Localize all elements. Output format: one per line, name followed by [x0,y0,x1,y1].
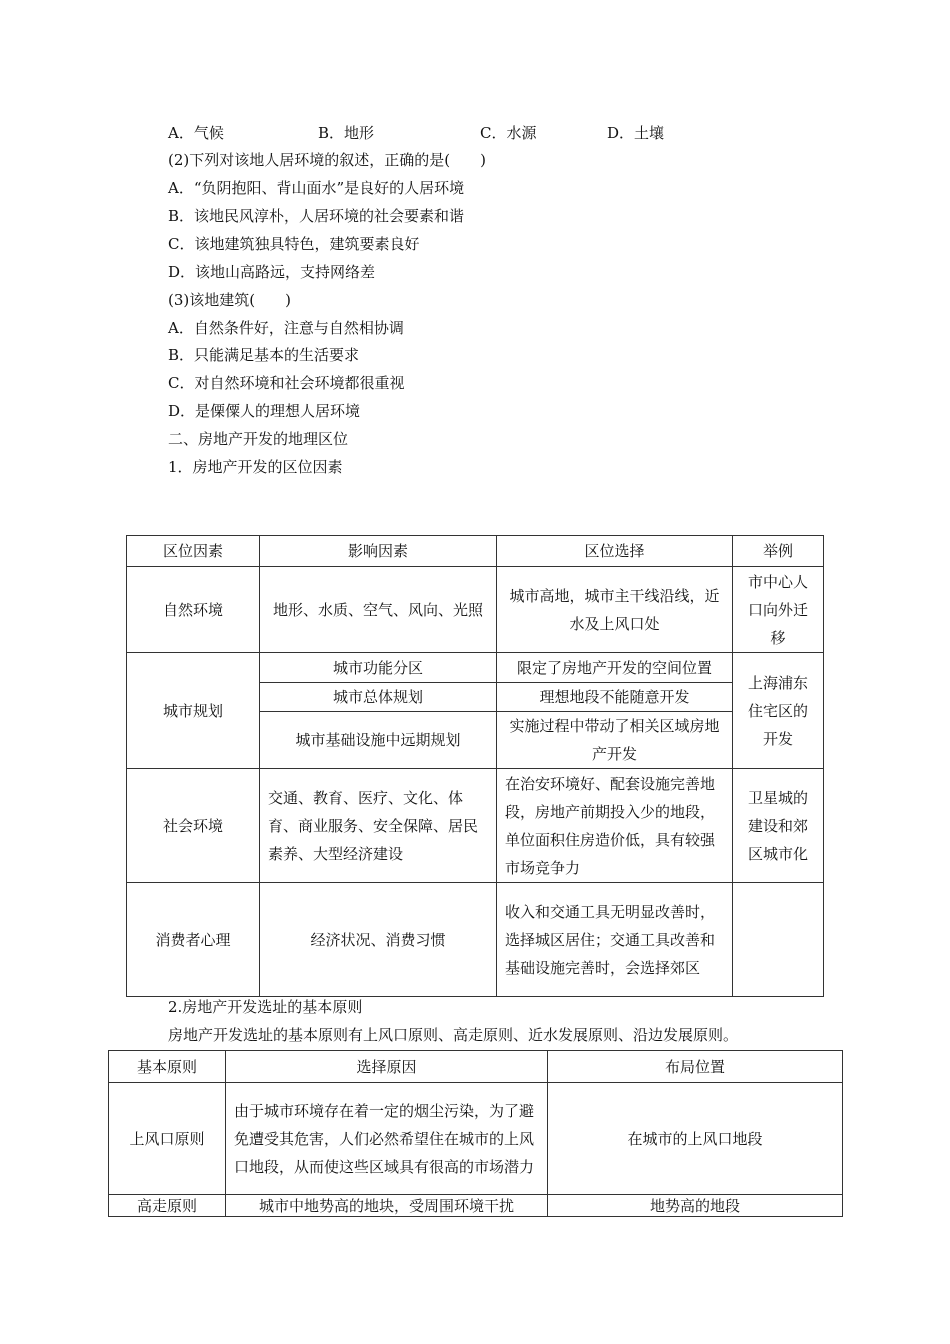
t1-planning-factor: 城市规划 [127,653,260,769]
t2-header-position: 布局位置 [548,1051,843,1083]
t1-consumer-example [733,883,824,997]
t1-social-influence: 交通、教育、医疗、文化、体育、商业服务、安全保障、居民素养、大型经济建设 [260,769,497,883]
t1-planning-example: 上海浦东住宅区的开发 [733,653,824,769]
q3-option-d: D．是傈僳人的理想人居环境 [168,402,361,420]
t1-social-factor: 社会环境 [127,769,260,883]
t1-header-influence: 影响因素 [260,536,497,567]
t2-header-principle: 基本原则 [109,1051,226,1083]
q1-option-a: A．气候 [168,124,224,142]
t1-planning-choice-3: 实施过程中带动了相关区域房地产开发 [497,712,733,769]
q2-option-b: B．该地民风淳朴，人居环境的社会要素和谐 [168,207,465,225]
t1-natural-choice: 城市高地，城市主干线沿线，近水及上风口处 [497,567,733,653]
q3-stem: (3)该地建筑( ) [168,291,291,309]
q1-option-d: D．土壤 [607,124,665,142]
location-factors-table [126,535,824,997]
t1-planning-influence-1: 城市功能分区 [260,653,497,683]
q1-option-c: C．水源 [480,124,537,142]
t1-natural-influence: 地形、水质、空气、风向、光照 [260,567,497,653]
t1-planning-influence-2: 城市总体规划 [260,683,497,712]
t1-consumer-influence: 经济状况、消费习惯 [260,883,497,997]
t1-consumer-factor: 消费者心理 [127,883,260,997]
sub1-heading: 1．房地产开发的区位因素 [168,458,343,476]
q2-stem: (2)下列对该地人居环境的叙述，正确的是( ) [168,151,486,169]
t1-planning-choice-2: 理想地段不能随意开发 [497,683,733,712]
q2-option-c: C．该地建筑独具特色，建筑要素良好 [168,235,420,253]
sub2-text: 房地产开发选址的基本原则有上风口原则、高走原则、近水发展原则、沿边发展原则。 [168,1026,739,1044]
q2-option-d: D．该地山高路远，支持网络差 [168,263,376,281]
section2-heading: 二、房地产开发的地理区位 [168,430,349,448]
q3-option-a: A．自然条件好，注意与自然相协调 [168,319,404,337]
t2-row2-reason: 城市中地势高的地块，受周围环境干扰 [226,1195,548,1217]
t2-row1-reason: 由于城市环境存在着一定的烟尘污染，为了避免遭受其危害，人们必然希望住在城市的上风口地段，从而使这些区域具有很高的市场潜力 [226,1083,548,1195]
t2-row2-principle: 高走原则 [109,1195,226,1217]
t1-planning-influence-3: 城市基础设施中远期规划 [260,712,497,769]
t1-header-factor: 区位因素 [127,536,260,567]
t1-consumer-choice: 收入和交通工具无明显改善时，选择城区居住；交通工具改善和基础设施完善时，会选择郊区 [497,883,733,997]
t1-natural-factor: 自然环境 [127,567,260,653]
t2-row1-position: 在城市的上风口地段 [548,1083,843,1195]
t1-social-choice: 在治安环境好、配套设施完善地段，房地产前期投入少的地段，单位面积住房造价低，具有较强市场竞争力 [497,769,733,883]
q2-option-a: A．“负阴抱阳、背山面水”是良好的人居环境 [168,179,465,197]
t1-natural-example: 市中心人口向外迁移 [733,567,824,653]
sub2-heading: 2.房地产开发选址的基本原则 [168,998,363,1016]
t1-header-choice: 区位选择 [497,536,733,567]
t1-header-example: 举例 [733,536,824,567]
q3-option-b: B．只能满足基本的生活要求 [168,346,360,364]
t2-header-reason: 选择原因 [226,1051,548,1083]
q3-option-c: C．对自然环境和社会环境都很重视 [168,374,405,392]
q1-option-b: B．地形 [318,124,375,142]
t1-social-example: 卫星城的建设和郊区城市化 [733,769,824,883]
t2-row1-principle: 上风口原则 [109,1083,226,1195]
t1-planning-choice-1: 限定了房地产开发的空间位置 [497,653,733,683]
t2-row2-position: 地势高的地段 [548,1195,843,1217]
site-principles-table [108,1050,843,1217]
